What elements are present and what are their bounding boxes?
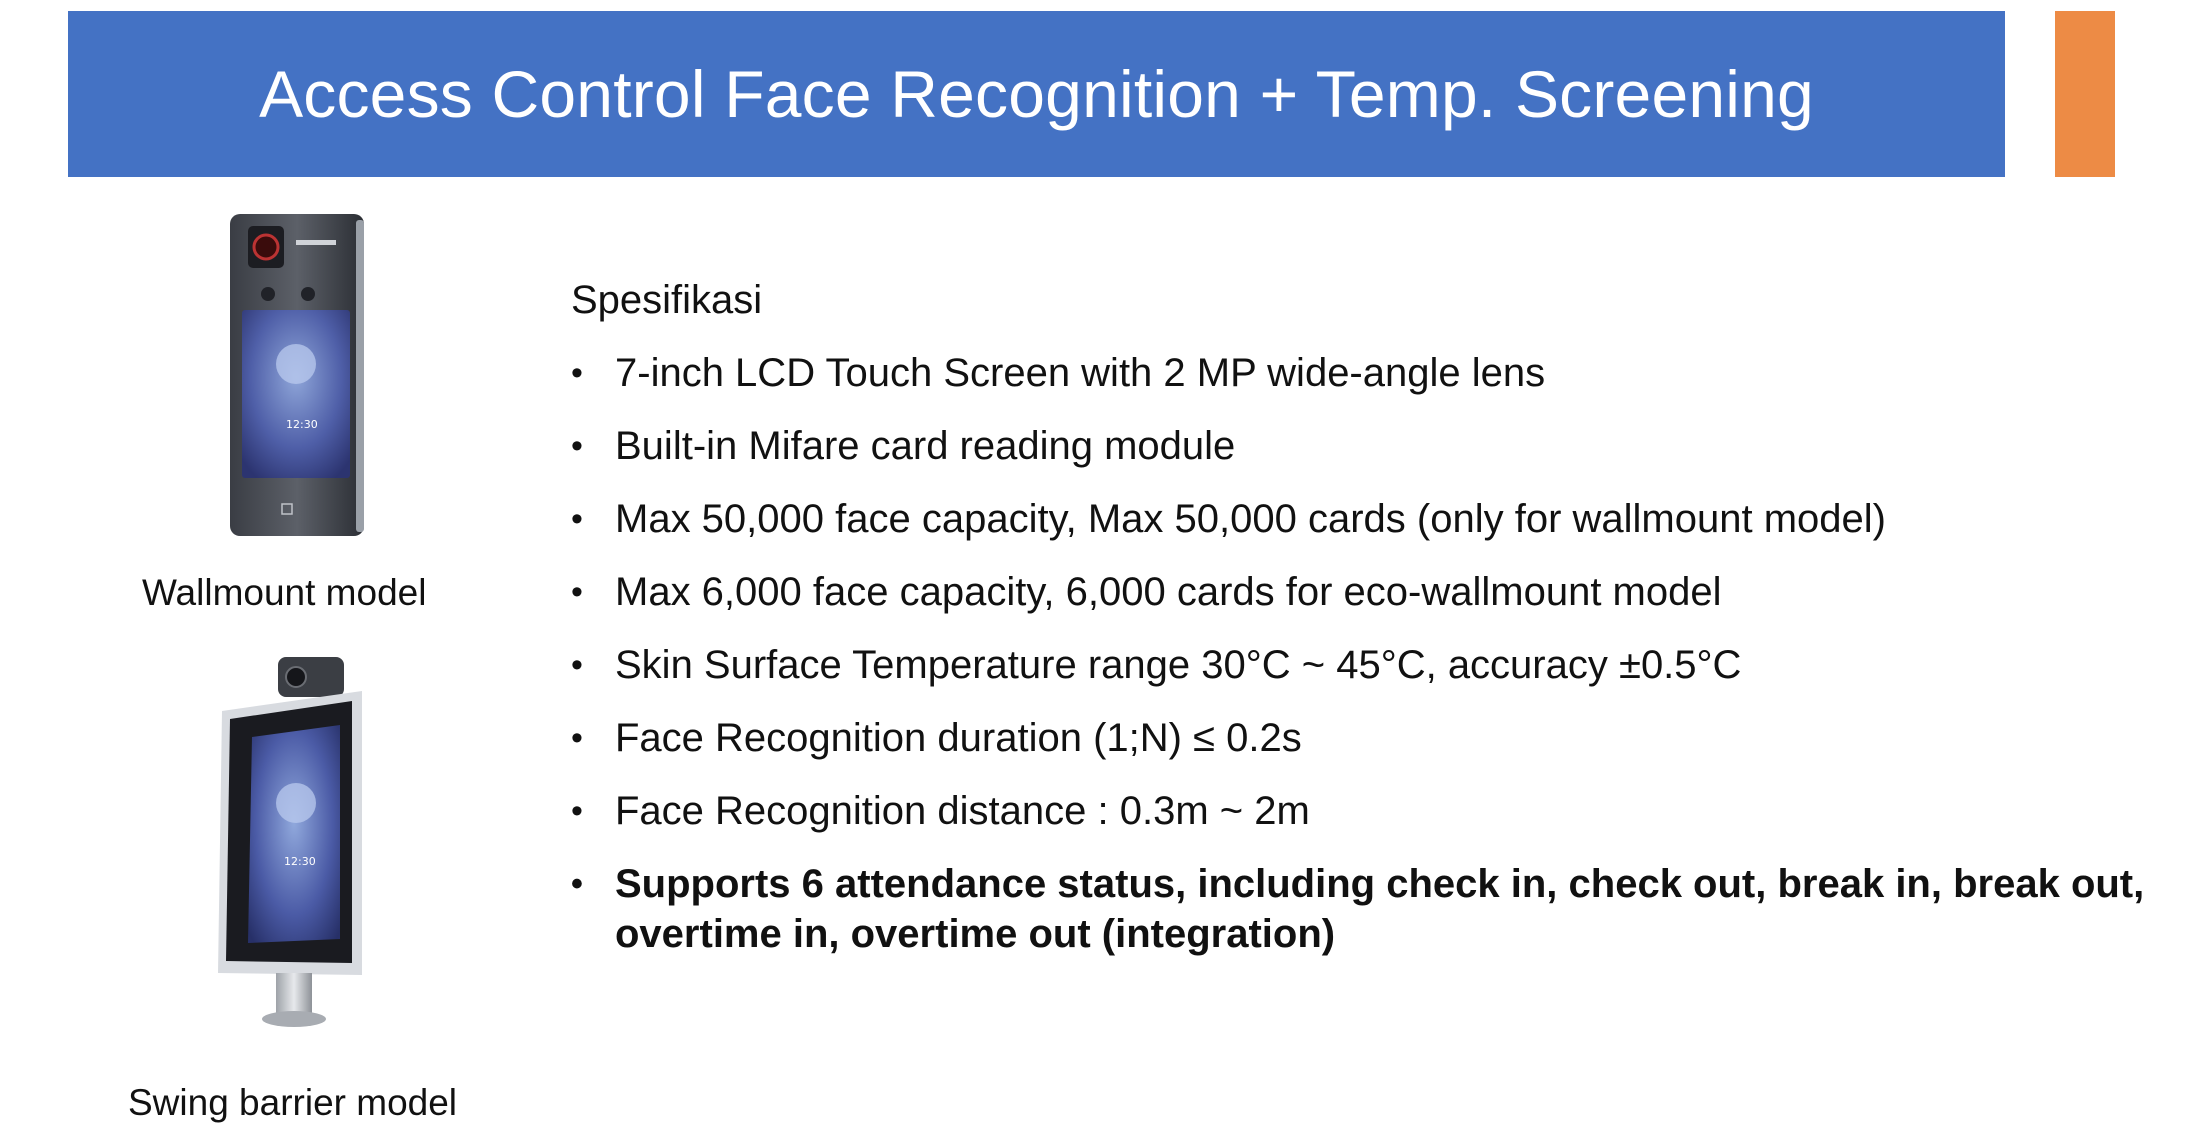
bullet-icon: • [571, 500, 583, 538]
bullet-icon: • [571, 354, 583, 392]
swing-screen-time: 12:30 [284, 855, 316, 868]
spec-item-text: Max 6,000 face capacity, 6,000 cards for eco-wallmount model [615, 570, 1722, 614]
swing-caption: Swing barrier model [128, 1082, 458, 1123]
spec-item [571, 494, 2171, 544]
bullet-icon: • [571, 865, 583, 903]
swing-base [262, 1011, 326, 1027]
bullet-icon: • [571, 719, 583, 757]
spec-item-text: Supports 6 attendance status, including check in, check out, break in, break out, overtime in, overtime out (integration) [615, 862, 2145, 956]
accent-bar [2055, 11, 2115, 177]
spec-heading: Spesifikasi [571, 278, 763, 322]
spec-item-text: Skin Surface Temperature range 30°C ~ 45°C, accuracy ±0.5°C [615, 643, 1742, 687]
camera-lens-icon [286, 667, 306, 687]
title-bar [68, 11, 2005, 177]
bullet-icon: • [571, 646, 583, 684]
swing-screen [248, 725, 340, 943]
spec-list [571, 348, 2171, 959]
wallmount-screen [242, 310, 350, 478]
bullet-icon: • [571, 792, 583, 830]
spec-item [571, 713, 2171, 763]
camera-lens-icon [254, 235, 278, 259]
face-icon [276, 344, 316, 384]
swing-barrier-terminal-image [212, 655, 372, 1030]
spec-item [571, 348, 2171, 398]
slide-title: Access Control Face Recognition + Temp. Screening [259, 57, 1814, 131]
spec-item-text: Face Recognition duration (1;N) ≤ 0.2s [615, 716, 1302, 760]
spec-item [571, 640, 2171, 690]
spec-item-text: Max 50,000 face capacity, Max 50,000 cards (only for wallmount model) [615, 497, 1886, 541]
spec-section [571, 275, 2171, 982]
spec-item-highlight [571, 859, 2165, 959]
spec-item [571, 421, 2171, 471]
bullet-icon: • [571, 573, 583, 611]
spec-item [571, 786, 2171, 836]
spec-item [571, 567, 2171, 617]
bullet-icon: • [571, 427, 583, 465]
spec-item-text: Built-in Mifare card reading module [615, 424, 1236, 468]
wallmount-caption: Wallmount model [142, 572, 427, 613]
spec-item-text: 7-inch LCD Touch Screen with 2 MP wide-angle lens [615, 351, 1546, 395]
wallmount-terminal-image [228, 212, 368, 540]
swing-pole [276, 973, 312, 1017]
wallmount-screen-time: 12:30 [286, 418, 318, 431]
face-icon [276, 783, 316, 823]
spec-item-text: Face Recognition distance : 0.3m ~ 2m [615, 789, 1310, 833]
